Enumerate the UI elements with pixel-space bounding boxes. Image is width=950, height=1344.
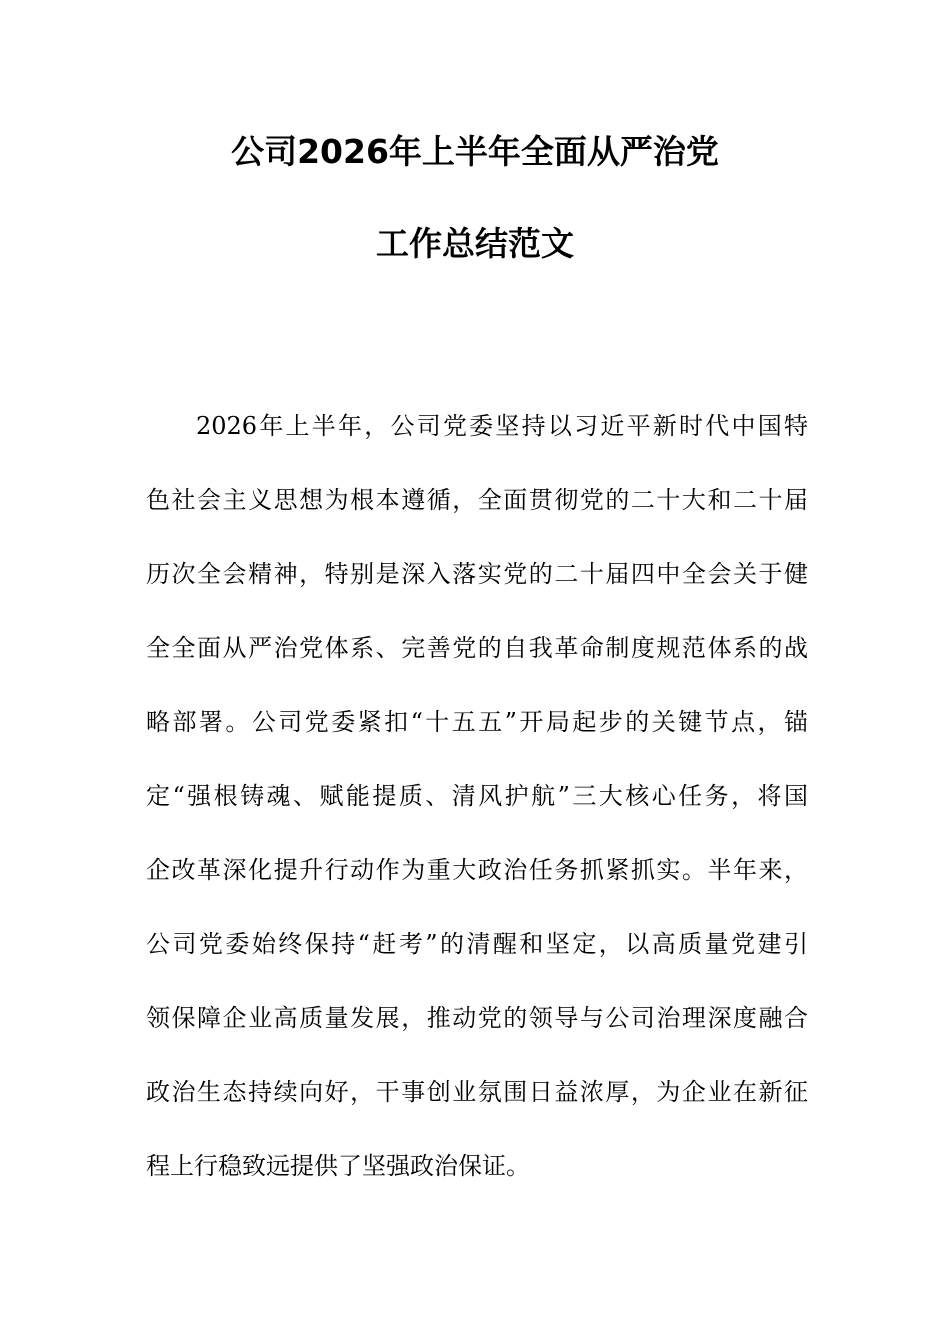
body-paragraph <box>146 400 808 1214</box>
paragraph-line: 定“强根铸魂、赋能提质、清风护航”三大核心任务，将国 <box>146 782 808 810</box>
document-title <box>0 128 950 268</box>
paragraph-line: 领保障企业高质量发展，推动党的领导与公司治理深度融合 <box>146 1004 808 1032</box>
paragraph-line: 公司党委始终保持“赶考”的清醒和坚定，以高质量党建引 <box>146 930 808 958</box>
paragraph-line: 政治生态持续向好，干事创业氛围日益浓厚，为企业在新征 <box>146 1078 808 1106</box>
paragraph-line: 企改革深化提升行动作为重大政治任务抓紧抓实。半年来， <box>146 856 808 884</box>
title-line-2: 工作总结范文 <box>376 224 574 263</box>
paragraph-line: 色社会主义思想为根本遵循，全面贯彻党的二十大和二十届 <box>146 486 808 514</box>
title-line-1: 公司2026年上半年全面从严治党 <box>231 132 719 171</box>
paragraph-line: 全全面从严治党体系、完善党的自我革命制度规范体系的战 <box>146 634 808 662</box>
paragraph-line: 略部署。公司党委紧扣“十五五”开局起步的关键节点，锚 <box>146 708 808 736</box>
paragraph-line: 程上行稳致远提供了坚强政治保证。 <box>146 1152 530 1180</box>
paragraph-line: 2026年上半年，公司党委坚持以习近平新时代中国特 <box>196 412 808 440</box>
paragraph-line: 历次全会精神，特别是深入落实党的二十届四中全会关于健 <box>146 560 808 588</box>
